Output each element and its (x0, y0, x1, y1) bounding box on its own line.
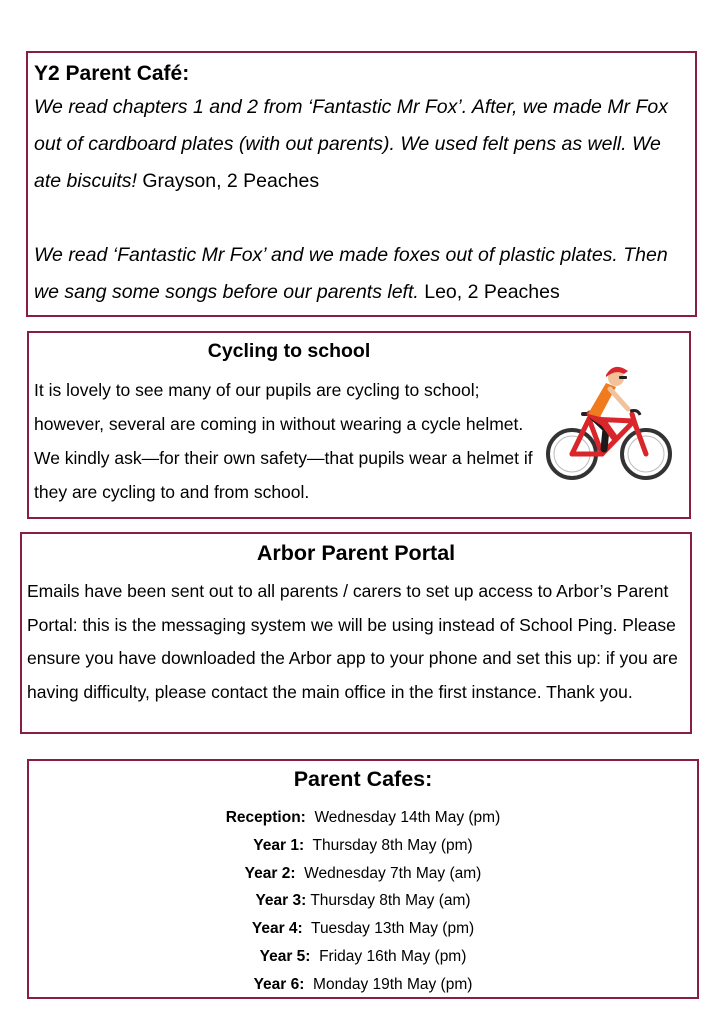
year-label: Year 1: (253, 836, 305, 854)
arbor-title: Arbor Parent Portal (256, 541, 456, 565)
list-item (29, 971, 697, 999)
cafe-date: Thursday 8th May (pm) (312, 836, 473, 854)
parent-cafes-title: Parent Cafes: (293, 767, 433, 791)
quote-leo-author: Leo, 2 Peaches (418, 281, 560, 303)
cafe-date: Tuesday 13th May (pm) (311, 920, 475, 938)
cycling-notice-box (27, 331, 691, 519)
quote-grayson-author: Grayson, 2 Peaches (136, 170, 320, 192)
parent-cafe-title: Y2 Parent Café: (34, 62, 190, 85)
list-item (29, 915, 697, 943)
cycling-title: Cycling to school (207, 340, 371, 362)
list-item (29, 860, 697, 888)
list-item (29, 887, 697, 915)
year-label: Reception: (225, 809, 306, 826)
arbor-portal-box (20, 532, 692, 734)
year-label: Year 6: (253, 975, 305, 993)
year-label: Year 2: (244, 864, 296, 882)
quote-leo-text: We read ‘Fantastic Mr Fox’ and we made foxes out of plastic plates. Then we sang some songs before our parents left. (34, 244, 668, 303)
cafe-date: Friday 16th May (pm) (319, 947, 467, 965)
quote-grayson (34, 89, 687, 200)
year-label: Year 5: (259, 947, 311, 965)
list-item (29, 943, 697, 971)
quote-grayson-text: We read chapters 1 and 2 from ‘Fantastic Mr Fox’. After, we made Mr Fox out of cardboard plates (with out parents). We used felt pens as well. We ate biscuits! (34, 96, 668, 192)
cyclist-icon (544, 359, 674, 489)
year-label: Year 3: (255, 892, 307, 910)
parent-cafe-report-box (26, 51, 697, 317)
quote-leo (34, 237, 687, 311)
cafe-date: Wednesday 14th May (pm) (314, 809, 501, 826)
list-item (29, 804, 697, 832)
year-label: Year 4: (251, 920, 303, 938)
cycling-body: It is lovely to see many of our pupils are cycling to school; however, several are coming in without wearing a cycle helmet. We kindly ask—for their own safety—that pupils wear a helmet if they are cycling to and from school. (34, 380, 533, 502)
cafe-date: Thursday 8th May (am) (310, 892, 471, 910)
parent-cafes-list (29, 804, 697, 999)
arbor-body: Emails have been sent out to all parents / carers to set up access to Arbor’s Parent Portal: this is the messaging system we will be using instead of School Ping. Please ensure you have downloaded the Arbor app to your phone and set this up: if you are having difficulty, please contact the main office in the first instance. Thank you. (27, 581, 678, 702)
list-item (29, 832, 697, 860)
cafe-date: Monday 19th May (pm) (313, 975, 473, 993)
parent-cafes-schedule-box (27, 759, 699, 999)
cafe-date: Wednesday 7th May (am) (304, 864, 482, 882)
